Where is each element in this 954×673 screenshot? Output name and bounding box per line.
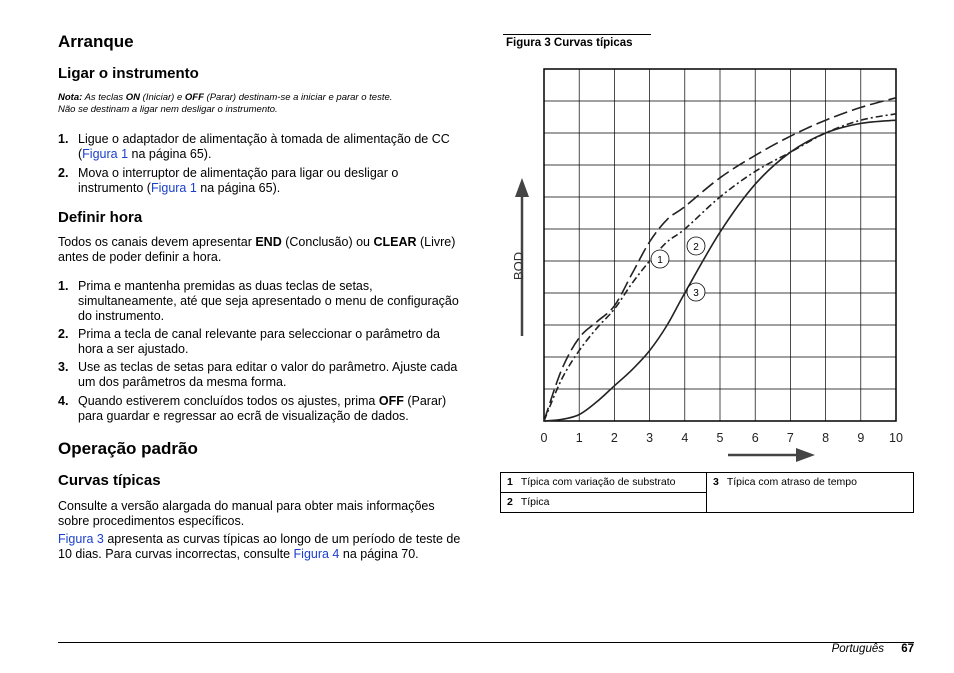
ligar-step-2: [58, 166, 473, 196]
step-text: (: [78, 147, 83, 161]
step-text: Mova o interruptor de alimentação para ligar ou desligar o: [78, 166, 399, 180]
step-text: Prima e mantenha premidas as duas teclas de setas,: [78, 279, 373, 293]
step-text: Quando estiverem concluídos todos os ajustes, prima: [78, 394, 379, 408]
legend-cell-1: [501, 473, 707, 493]
step-text: um dos parâmetros da mesma forma.: [78, 375, 287, 389]
callout-3: [687, 283, 705, 301]
bod-chart: [500, 60, 920, 465]
x-tick-label: 0: [540, 431, 548, 445]
x-tick-label: 7: [786, 431, 794, 445]
paragraph-text: apresenta as curvas típicas ao longo de um período de teste de: [103, 532, 461, 546]
hora-step-2: [58, 327, 473, 357]
legend-label: Típica com atraso de tempo: [726, 476, 857, 488]
curvas-paragraph-2: [58, 532, 478, 562]
callout-1-label: 1: [657, 255, 663, 266]
note-text-3: (Parar) destinam-se a iniciar e parar o teste.: [203, 92, 393, 103]
x-tick-labels: [541, 431, 903, 445]
heading-operacao-padrao: Operação padrão: [58, 439, 198, 458]
ligar-step-1: [58, 132, 473, 162]
note-on-key: ON: [125, 92, 141, 103]
link-figura-4[interactable]: Figura 4: [293, 547, 340, 561]
x-tick-label: 3: [646, 431, 654, 445]
step-text: na página 65).: [128, 147, 212, 161]
step-text: instrumento (: [78, 181, 151, 195]
step-text: do instrumento.: [78, 309, 165, 323]
page-number: 67: [901, 643, 914, 655]
legend-number: 1: [507, 476, 513, 488]
heading-ligar-instrumento: Ligar o instrumento: [58, 65, 199, 82]
note-text-1: As teclas: [82, 92, 126, 103]
x-tick-label: 8: [822, 431, 830, 445]
end-key: END: [255, 235, 282, 249]
y-axis-label: BOD: [511, 251, 526, 281]
step-text: Prima a tecla de canal relevante para seleccionar o parâmetro da: [78, 327, 441, 341]
intro-text: (Conclusão) ou: [281, 235, 374, 249]
legend-cell-3: [707, 473, 914, 513]
step-text: Use as teclas de setas para editar o valor do parâmetro. Ajuste cada: [78, 360, 458, 374]
note-off-key: OFF: [184, 92, 204, 103]
paragraph-line: Consulte a versão alargada do manual para obter mais informações: [58, 499, 435, 513]
note-block: [58, 92, 478, 116]
intro-line-2: antes de poder definir a hora.: [58, 250, 222, 264]
intro-text: (Livre): [416, 235, 456, 249]
heading-curvas-tipicas: Curvas típicas: [58, 472, 161, 489]
legend-table: [500, 472, 914, 513]
legend-label: Típica: [520, 496, 550, 508]
link-figura-1[interactable]: Figura 1: [150, 181, 197, 195]
paragraph-text: 10 dias. Para curvas incorrectas, consulte: [58, 547, 294, 561]
clear-key: CLEAR: [373, 235, 417, 249]
step-text: para guardar e regressar ao ecrã de visualização de dados.: [78, 409, 409, 423]
step-text: Ligue o adaptador de alimentação à tomada de alimentação de CC: [78, 132, 450, 146]
chart-grid: [544, 69, 896, 421]
note-lead: Nota:: [58, 92, 83, 103]
step-number: 2.: [58, 327, 69, 341]
hora-step-1: [58, 279, 473, 324]
step-text: (Parar): [403, 394, 447, 408]
hora-step-3: [58, 360, 473, 390]
x-tick-label: 10: [889, 431, 903, 445]
legend-number: 3: [713, 476, 719, 488]
curvas-paragraph-1: [58, 499, 478, 529]
caption-rule: [503, 34, 651, 35]
callout-2: [687, 237, 705, 255]
footer-language: Português: [831, 643, 884, 655]
step-number: 1.: [58, 279, 69, 293]
link-figura-1[interactable]: Figura 1: [82, 147, 129, 161]
x-tick-label: 5: [716, 431, 724, 445]
hora-intro: [58, 235, 478, 265]
callout-1: [651, 250, 669, 268]
step-number: 4.: [58, 394, 69, 408]
legend-number: 2: [507, 496, 513, 508]
note-text-2: (Iniciar) e: [140, 92, 185, 103]
x-tick-label: 2: [610, 431, 618, 445]
hora-step-4: [58, 394, 473, 424]
callout-3-label: 3: [693, 288, 699, 299]
heading-definir-hora: Definir hora: [58, 209, 143, 226]
step-number: 3.: [58, 360, 69, 374]
footer-rule: [58, 642, 914, 643]
paragraph-line: sobre procedimentos específicos.: [58, 514, 245, 528]
legend-label: Típica com variação de substrato: [520, 476, 676, 488]
x-tick-label: 9: [857, 431, 865, 445]
heading-arranque: Arranque: [58, 32, 134, 51]
x-axis-arrow-head: [796, 448, 815, 462]
off-key: OFF: [378, 394, 404, 408]
x-tick-label: 6: [751, 431, 759, 445]
paragraph-text: na página 70.: [339, 547, 419, 561]
step-text: simultaneamente, até que seja apresentado o menu de configuração: [78, 294, 459, 308]
callout-2-label: 2: [693, 242, 699, 253]
y-axis-arrow-head: [515, 178, 529, 197]
step-text: na página 65).: [196, 181, 281, 195]
x-tick-label: 1: [575, 431, 583, 445]
intro-text: Todos os canais devem apresentar: [58, 235, 256, 249]
legend-cell-2: [501, 493, 707, 513]
step-number: 2.: [58, 166, 69, 180]
figure-caption: Figura 3 Curvas típicas: [506, 37, 633, 49]
step-number: 1.: [58, 132, 69, 146]
step-text: hora a ser ajustado.: [78, 342, 189, 356]
x-tick-label: 4: [681, 431, 689, 445]
link-figura-3[interactable]: Figura 3: [58, 532, 104, 546]
note-line-2: Não se destinam a ligar nem desligar o instrumento.: [58, 104, 278, 115]
